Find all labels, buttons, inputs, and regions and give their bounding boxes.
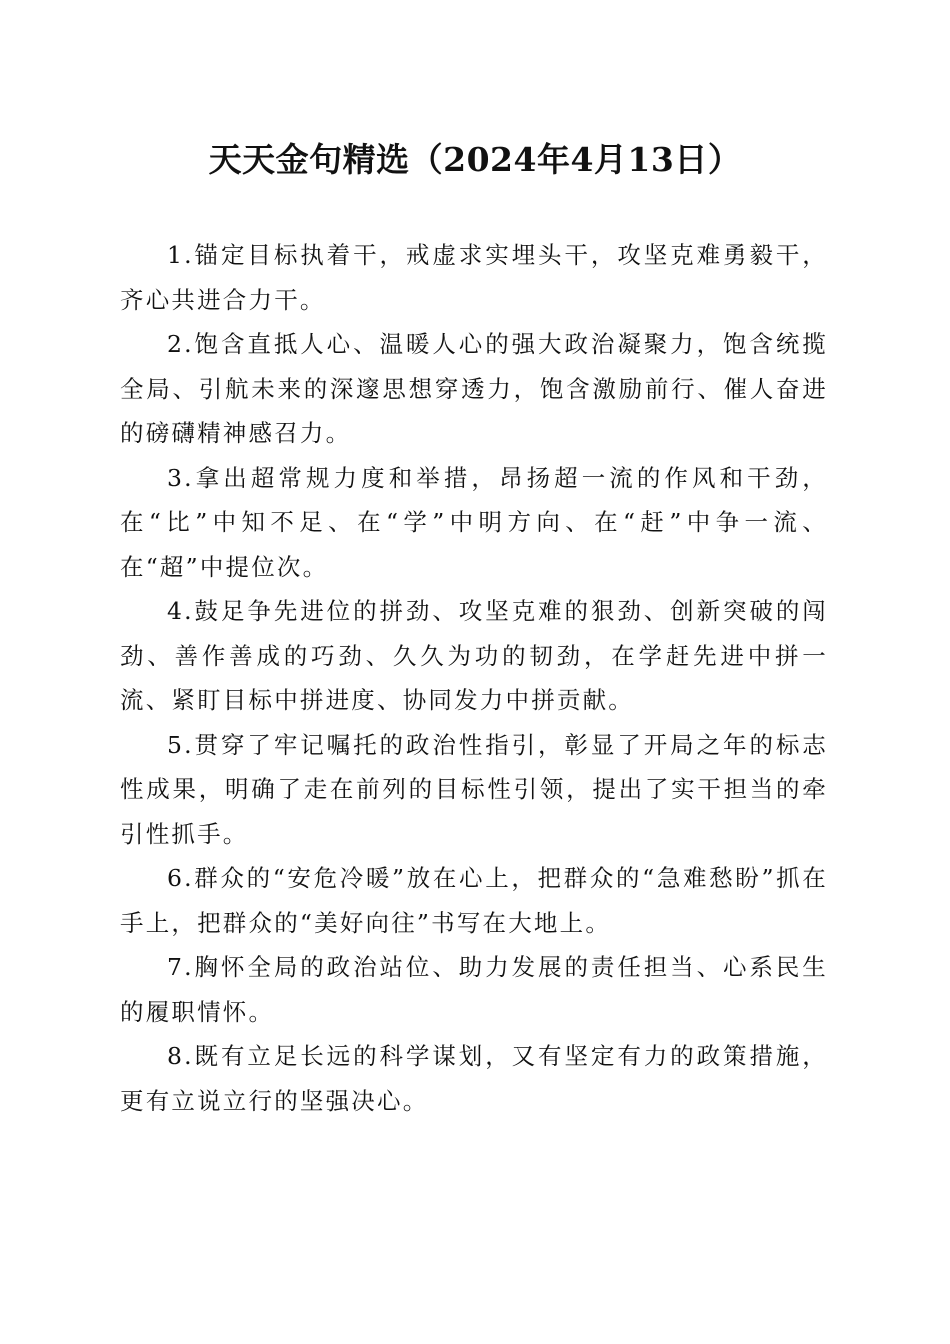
paragraph-1: 1.锚定目标执着干，戒虚求实埋头干，攻坚克难勇毅干，齐心共进合力干。	[120, 241, 828, 314]
document-body	[120, 233, 828, 1123]
paragraph-6: 6.群众的“安危冷暖”放在心上，把群众的“急难愁盼”抓在手上，把群众的“美好向往”书写在大地上。	[120, 864, 828, 937]
paragraph-5: 5.贯穿了牢记嘱托的政治性指引，彰显了开局之年的标志性成果，明确了走在前列的目标性引领，提出了实干担当的牵引性抓手。	[120, 730, 828, 848]
paragraph-7: 7.胸怀全局的政治站位、助力发展的责任担当、心系民生的履职情怀。	[120, 953, 828, 1026]
document-title: 天天金句精选（2024年4月13日）	[208, 140, 742, 179]
paragraph-2: 2.饱含直抵人心、温暖人心的强大政治凝聚力，饱含统揽全局、引航未来的深邃思想穿透力，饱含激励前行、催人奋进的磅礴精神感召力。	[120, 330, 828, 447]
paragraph-4: 4.鼓足争先进位的拼劲、攻坚克难的狠劲、创新突破的闯劲、善作善成的巧劲、久久为功的韧劲，在学赶先进中拼一流、紧盯目标中拼进度、协同发力中拼贡献。	[120, 597, 828, 714]
paragraph-8: 8.既有立足长远的科学谋划，又有坚定有力的政策措施，更有立说立行的坚强决心。	[120, 1042, 828, 1115]
paragraph-3: 3.拿出超常规力度和举措，昂扬超一流的作风和干劲，在“比”中知不足、在“学”中明方向、在“赶”中争一流、在“超”中提位次。	[120, 463, 828, 581]
